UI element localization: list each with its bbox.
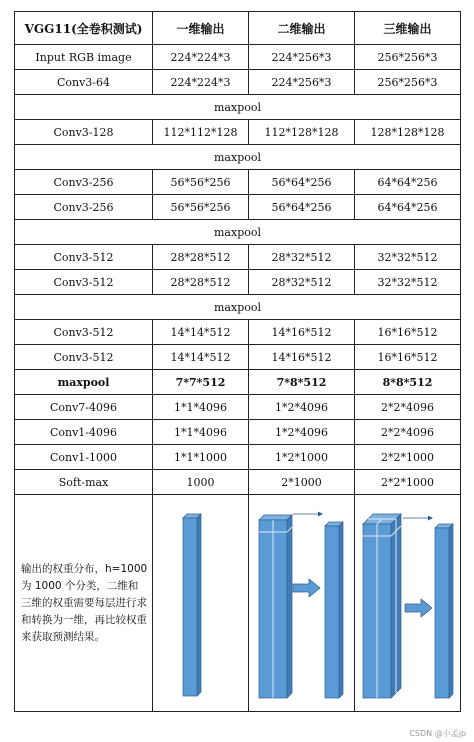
output-2d-cell: 56*64*256	[249, 195, 355, 220]
layer-cell: Conv1-1000	[15, 445, 153, 470]
output-3d-cell: 128*128*128	[355, 120, 461, 145]
table-row	[15, 245, 461, 270]
table-row	[15, 470, 461, 495]
output-2d-figure	[249, 496, 355, 710]
output-3d-cell: 64*64*256	[355, 195, 461, 220]
illustration-2d	[249, 495, 355, 712]
table-row	[15, 370, 461, 395]
output-1d-cell: 1000	[153, 470, 249, 495]
output-1d-cell: 224*224*3	[153, 70, 249, 95]
header-model: VGG11(全卷积测试)	[15, 12, 153, 45]
output-1d-cell: 1*1*1000	[153, 445, 249, 470]
output-2d-cell: 224*256*3	[249, 70, 355, 95]
output-3d-cell: 32*32*512	[355, 245, 461, 270]
output-3d-cell: 64*64*256	[355, 170, 461, 195]
maxpool-divider-cell: maxpool	[15, 295, 461, 320]
output-2d-cell: 14*16*512	[249, 345, 355, 370]
layer-cell: Conv7-4096	[15, 395, 153, 420]
sum-arrow-2d	[293, 579, 320, 597]
output-2d-cell: 1*2*1000	[249, 445, 355, 470]
output-1d-cell: 56*56*256	[153, 195, 249, 220]
output-3d-merged-block	[435, 524, 453, 698]
layer-cell: maxpool	[15, 370, 153, 395]
output-1d-cell: 14*14*512	[153, 320, 249, 345]
output-1d-cell: 1*1*4096	[153, 420, 249, 445]
table-row	[15, 195, 461, 220]
output-3d-cell: 8*8*512	[355, 370, 461, 395]
output-3d-cell: 32*32*512	[355, 270, 461, 295]
table-row-maxpool-divider	[15, 145, 461, 170]
layer-cell: Conv3-256	[15, 170, 153, 195]
output-2d-cell: 28*32*512	[249, 270, 355, 295]
maxpool-divider-cell: maxpool	[15, 145, 461, 170]
layer-cell: Conv3-256	[15, 195, 153, 220]
illustration-row	[15, 495, 461, 712]
table-row	[15, 45, 461, 70]
table-row	[15, 70, 461, 95]
output-2d-cell: 1*2*4096	[249, 420, 355, 445]
output-2d-cell: 7*8*512	[249, 370, 355, 395]
output-2d-block	[259, 515, 292, 698]
layer-cell: Conv3-512	[15, 320, 153, 345]
table-row	[15, 320, 461, 345]
output-1d-cell: 7*7*512	[153, 370, 249, 395]
top-arrow-2d	[293, 512, 323, 517]
output-1d-cell: 14*14*512	[153, 345, 249, 370]
output-1d-cell: 28*28*512	[153, 245, 249, 270]
table-row-maxpool-divider	[15, 220, 461, 245]
header-2d-output: 二维输出	[249, 12, 355, 45]
output-1d-block	[183, 514, 201, 696]
top-arrow-3d	[403, 516, 433, 521]
output-1d-cell: 1*1*4096	[153, 395, 249, 420]
output-1d-cell: 224*224*3	[153, 45, 249, 70]
table-header-row	[15, 12, 461, 45]
output-1d-cell: 56*56*256	[153, 170, 249, 195]
output-3d-cell: 256*256*3	[355, 70, 461, 95]
output-2d-cell: 28*32*512	[249, 245, 355, 270]
output-1d-cell: 28*28*512	[153, 270, 249, 295]
table-row	[15, 270, 461, 295]
header-1d-output: 一维输出	[153, 12, 249, 45]
output-2d-cell: 2*1000	[249, 470, 355, 495]
layer-cell: Input RGB image	[15, 45, 153, 70]
output-1d-cell: 112*112*128	[153, 120, 249, 145]
output-2d-cell: 56*64*256	[249, 170, 355, 195]
output-1d-figure	[153, 496, 249, 710]
output-3d-cell: 256*256*3	[355, 45, 461, 70]
table-row	[15, 170, 461, 195]
illustration-3d	[355, 495, 461, 712]
layer-cell: Conv3-128	[15, 120, 153, 145]
output-3d-cell: 2*2*4096	[355, 395, 461, 420]
watermark: CSDN @小孟jp	[409, 729, 466, 738]
output-3d-cell: 2*2*1000	[355, 445, 461, 470]
output-2d-cell: 112*128*128	[249, 120, 355, 145]
layer-cell: Conv3-512	[15, 270, 153, 295]
table-row-maxpool-divider	[15, 295, 461, 320]
maxpool-divider-cell: maxpool	[15, 95, 461, 120]
output-3d-block	[363, 514, 401, 698]
layer-cell: Conv1-4096	[15, 420, 153, 445]
layer-cell: Soft-max	[15, 470, 153, 495]
table-row	[15, 345, 461, 370]
table-row	[15, 395, 461, 420]
table-row	[15, 420, 461, 445]
table-body	[15, 12, 461, 712]
output-3d-figure	[355, 496, 461, 710]
table-row-maxpool-divider	[15, 95, 461, 120]
layer-cell: Conv3-512	[15, 245, 153, 270]
output-2d-cell: 224*256*3	[249, 45, 355, 70]
vgg11-output-table	[14, 11, 461, 712]
header-3d-output: 三维输出	[355, 12, 461, 45]
table-row	[15, 445, 461, 470]
illustration-1d	[153, 495, 249, 712]
output-2d-cell: 14*16*512	[249, 320, 355, 345]
layer-cell: Conv3-512	[15, 345, 153, 370]
output-3d-cell: 2*2*4096	[355, 420, 461, 445]
output-2d-cell: 1*2*4096	[249, 395, 355, 420]
table-row	[15, 120, 461, 145]
output-3d-cell: 16*16*512	[355, 320, 461, 345]
weight-distribution-description: 输出的权重分布，h=1000为 1000 个分类，二维和三维的权重需要每层进行求和转换为一维，再比较权重来获取预测结果。	[15, 495, 153, 712]
output-3d-cell: 2*2*1000	[355, 470, 461, 495]
output-3d-cell: 16*16*512	[355, 345, 461, 370]
maxpool-divider-cell: maxpool	[15, 220, 461, 245]
output-2d-merged-block	[325, 522, 343, 698]
sum-arrow-3d	[405, 599, 432, 617]
layer-cell: Conv3-64	[15, 70, 153, 95]
